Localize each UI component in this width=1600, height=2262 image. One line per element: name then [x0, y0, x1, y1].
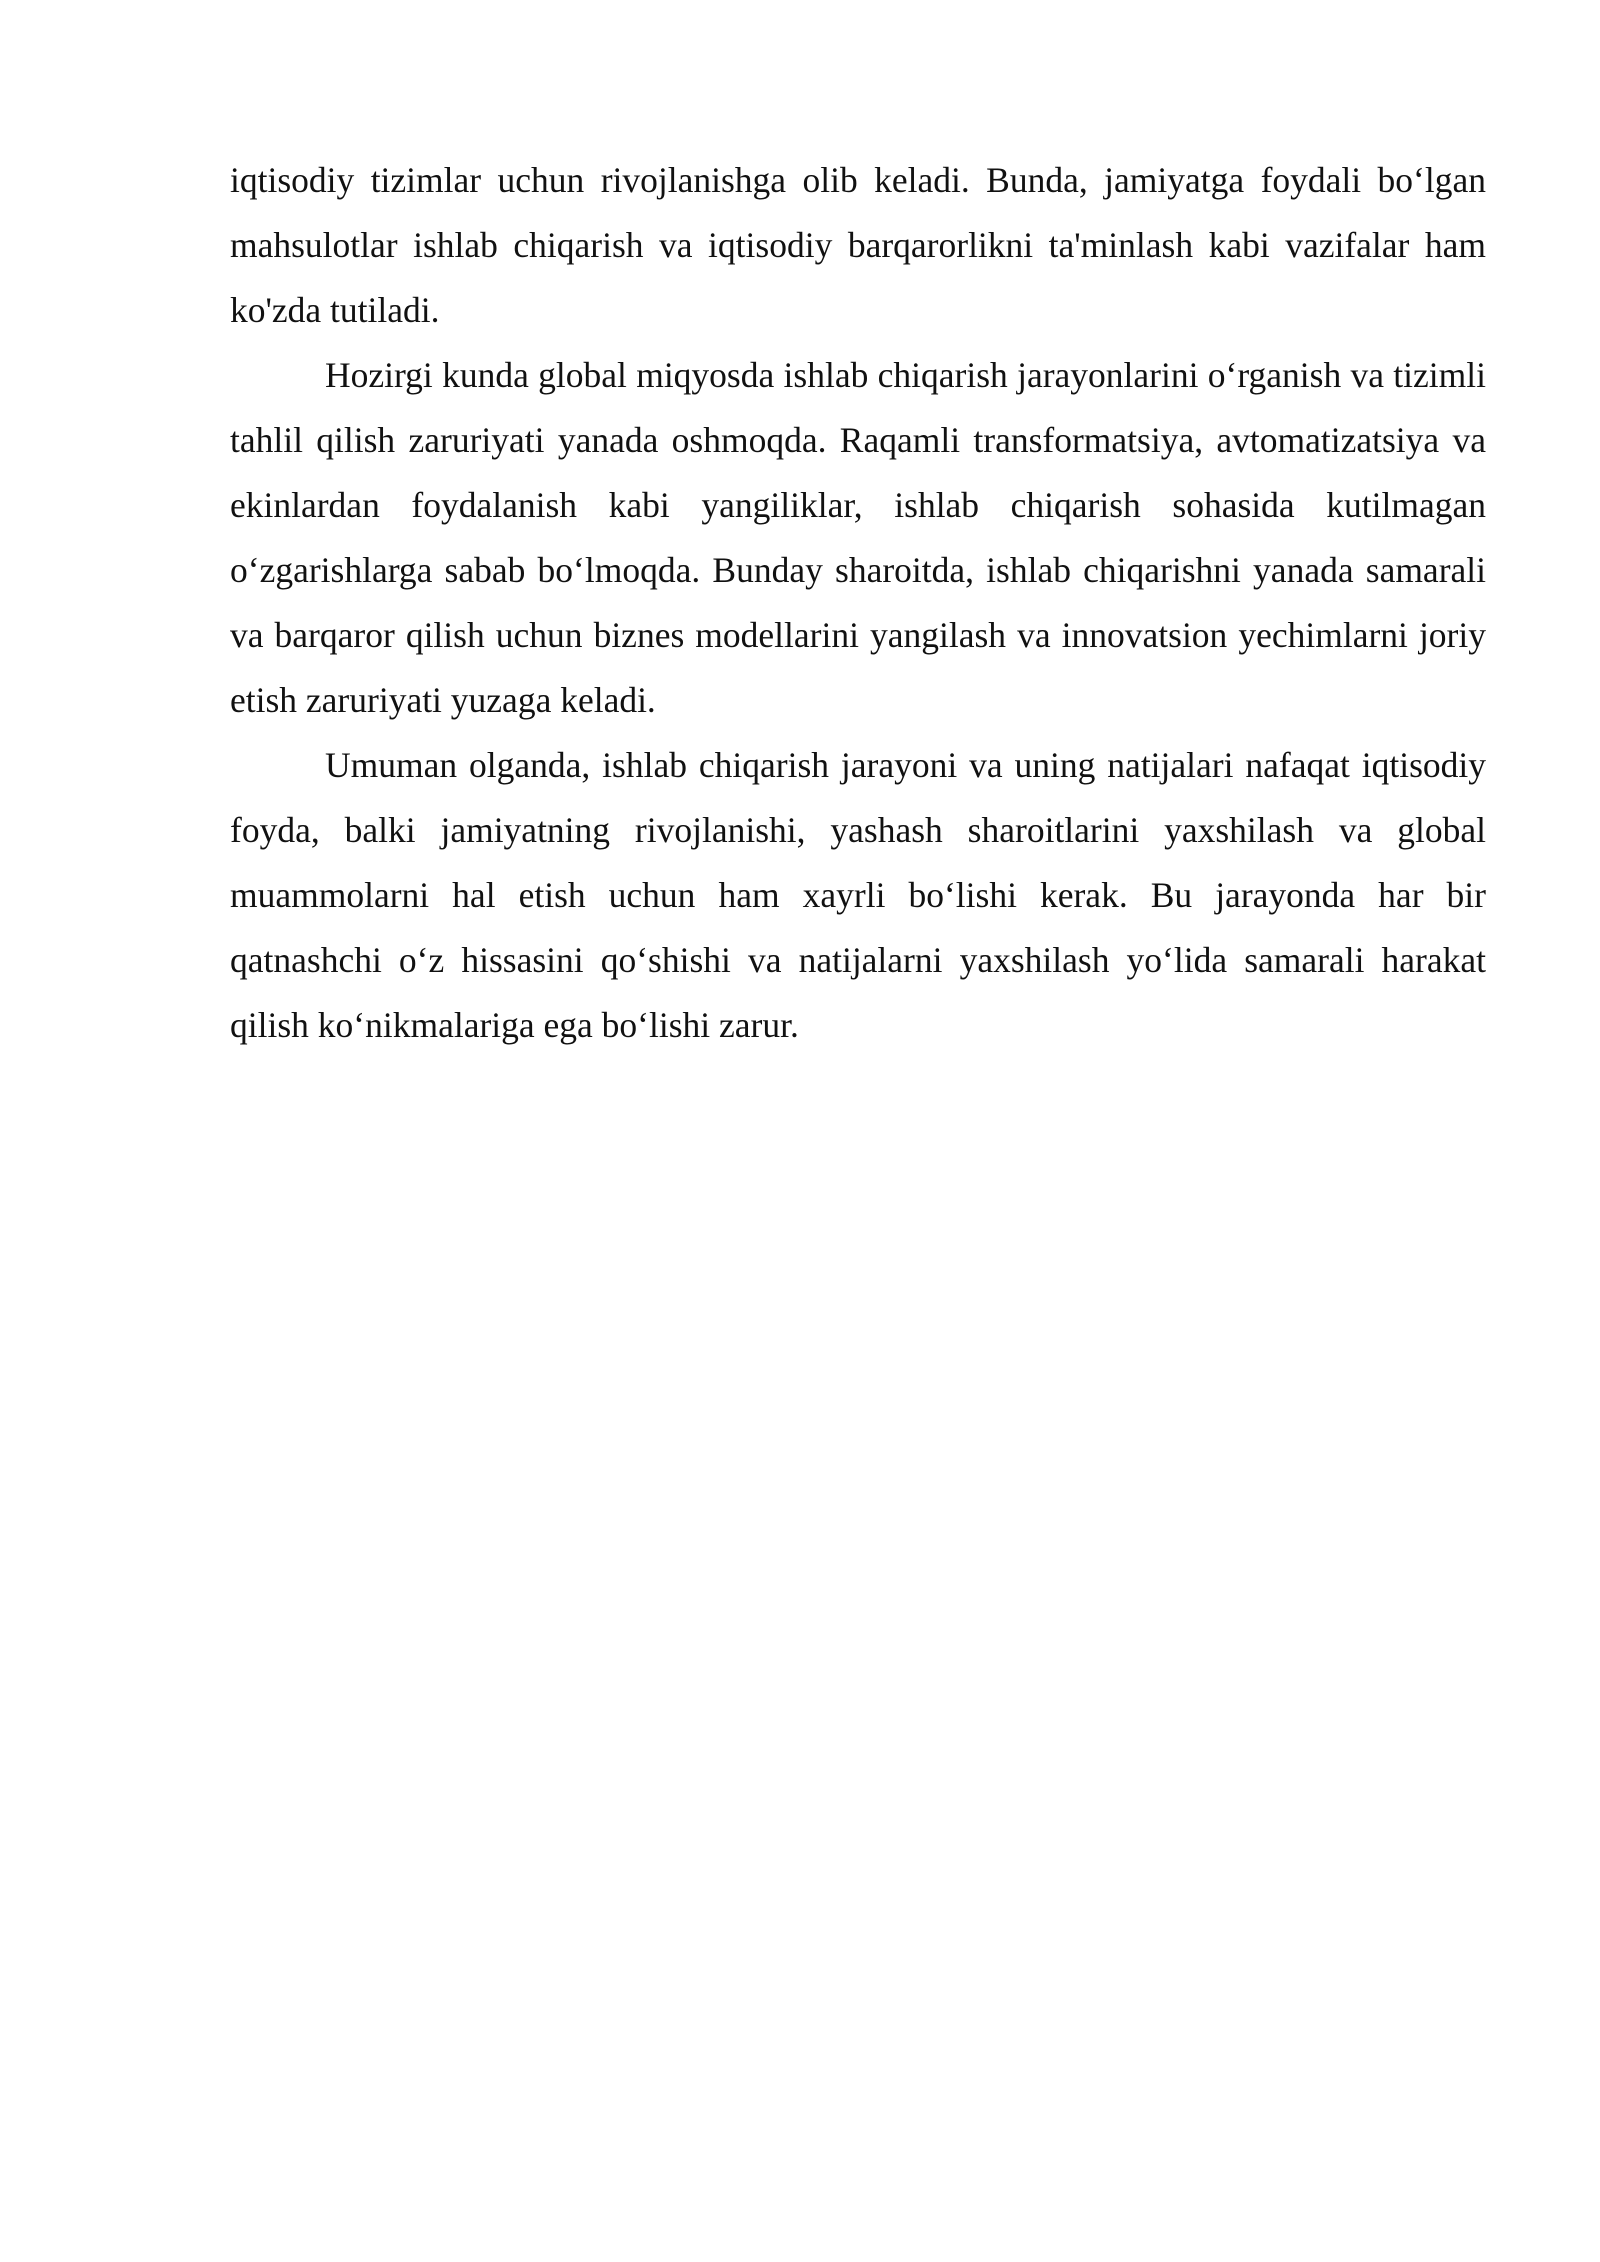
body-text	[230, 148, 1486, 1058]
paragraph-digital-transformation: Hozirgi kunda global miqyosda ishlab chiqarish jarayonlarini o‘rganish va tizimli tahlil qilish zaruriyati yanada oshmoqda. Raqamli transformatsiya, avtomatizatsiya va ekinlardan foydalanish kabi yangiliklar, ishlab chiqarish sohasida kutilmagan o‘zgarishlarga sabab bo‘lmoqda. Bunday sharoitda, ishlab chiqarishni yanada samarali va barqaror qilish uchun biznes modellarini yangilash va innovatsion yechimlarni joriy etish zaruriyati yuzaga keladi.	[230, 355, 1486, 720]
paragraph-conclusion: Umuman olganda, ishlab chiqarish jarayoni va uning natijalari nafaqat iqtisodiy foyda, balki jamiyatning rivojlanishi, yashash sharoitlarini yaxshilash va global muammolarni hal etish uchun ham xayrli bo‘lishi kerak. Bu jarayonda har bir qatnashchi o‘z hissasini qo‘shishi va natijalarni yaxshilash yo‘lida samarali harakat qilish ko‘nikmalariga ega bo‘lishi zarur.	[230, 745, 1486, 1045]
paragraph-continuation: iqtisodiy tizimlar uchun rivojlanishga olib keladi. Bunda, jamiyatga foydali bo‘lgan mahsulotlar ishlab chiqarish va iqtisodiy barqarorlikni ta'minlash kabi vazifalar ham ko'zda tutiladi.	[230, 160, 1486, 330]
